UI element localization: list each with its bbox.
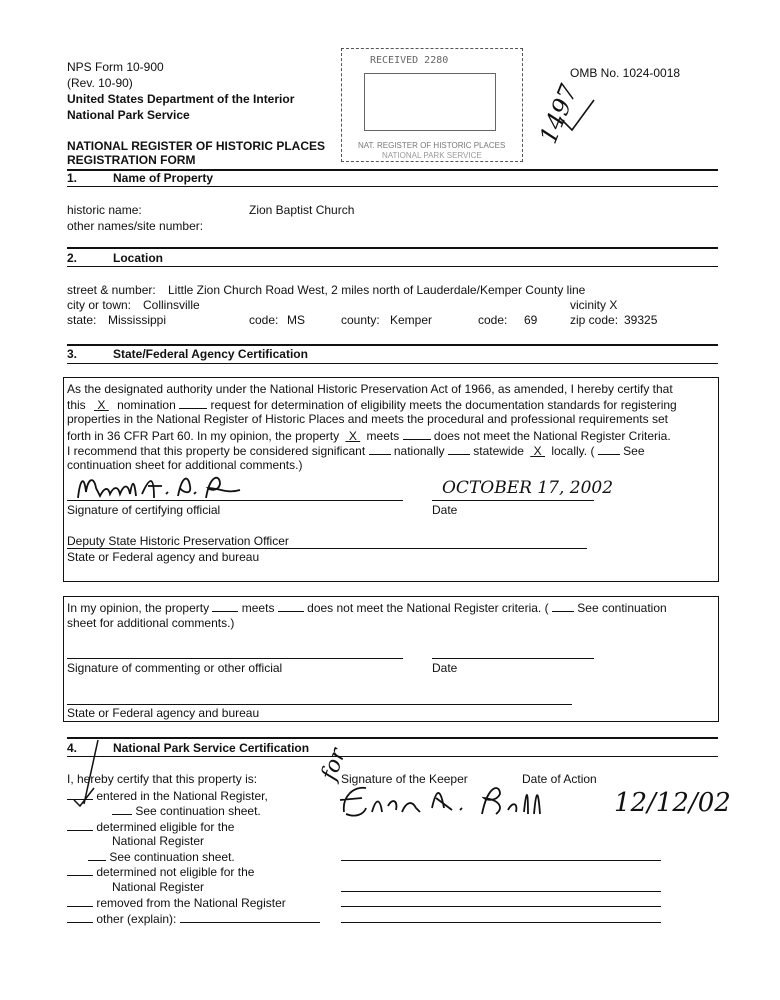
stamp-text-received: RECEIVED 2280: [370, 55, 449, 66]
date-of-action-label: Date of Action: [522, 772, 597, 786]
received-stamp: [341, 48, 523, 162]
removed-blank[interactable]: [67, 895, 93, 907]
eligible-register-label: National Register: [112, 834, 205, 848]
cert-meets: meets: [366, 429, 400, 443]
locally-mark[interactable]: X: [533, 444, 542, 458]
county-code-label: code:: [478, 313, 508, 327]
eligible-label: determined eligible for the: [96, 820, 235, 834]
cert-text-line2: [67, 397, 677, 412]
signature-certifying-label: Signature of certifying official: [67, 503, 221, 517]
cert-statewide: statewide: [473, 444, 524, 458]
opinion-property: In my opinion, the property: [67, 601, 210, 615]
meets-mark[interactable]: X: [348, 429, 357, 443]
county-label: county:: [341, 313, 380, 327]
commenting-date-line: [432, 658, 594, 659]
entered-continuation-label: See continuation sheet.: [135, 804, 261, 818]
not-eligible-blank[interactable]: [67, 864, 93, 876]
date-of-action-handwritten: 12/12/02: [614, 788, 731, 818]
removed-label: removed from the National Register: [96, 896, 286, 910]
stamp-text-service: NATIONAL PARK SERVICE: [382, 151, 482, 160]
street-value: Little Zion Church Road West, 2 miles north of Lauderdale/Kemper County line: [168, 283, 586, 297]
certification-date-line: [432, 500, 594, 501]
keeper-signature-line-2: [341, 860, 661, 861]
request-blank[interactable]: [179, 397, 207, 409]
certification-date-label: Date: [432, 503, 458, 517]
keeper-intro: I, hereby certify that this property is:: [67, 772, 258, 786]
not-eligible-register-label: National Register: [112, 880, 205, 894]
other-blank[interactable]: [67, 911, 93, 923]
keeper-option-removed: [67, 895, 286, 910]
statewide-blank[interactable]: [448, 443, 470, 455]
eligible-continuation-label: See continuation sheet.: [109, 850, 235, 864]
omb-number: OMB No. 1024-0018: [570, 66, 681, 80]
cert-locally: locally. (: [551, 444, 595, 458]
department-name: United States Department of the Interior: [67, 92, 295, 106]
stamp-inner-box: [364, 73, 496, 131]
section2-number: 2.: [67, 251, 78, 265]
cert-see: See: [623, 444, 645, 458]
keeper-signature-line-4: [341, 906, 661, 907]
section2-heading: Location: [113, 251, 163, 265]
opinion-line2: sheet for additional comments.): [67, 616, 235, 630]
certification-date-handwritten: OCTOBER 17, 2002: [442, 478, 614, 498]
historic-name-value: Zion Baptist Church: [249, 203, 355, 217]
opinion-see-continuation: See continuation: [577, 601, 667, 615]
cert-nationally: nationally: [393, 444, 445, 458]
cert-does-not-meet: does not meet the National Register Criteria.: [433, 429, 671, 443]
commenting-signature-label: Signature of commenting or other official: [67, 661, 283, 675]
certifying-signature-line: [67, 500, 403, 501]
zip-label: zip code:: [570, 313, 619, 327]
eligible-continuation-blank[interactable]: [88, 849, 106, 861]
nomination-mark[interactable]: X: [97, 398, 106, 412]
cert-forth: forth in 36 CFR Part 60. In my opinion, the property: [67, 429, 340, 443]
keeper-signature-line-5: [341, 922, 661, 923]
section3-heading: State/Federal Agency Certification: [113, 347, 308, 361]
does-not-meet-blank[interactable]: [403, 428, 431, 440]
stamp-text-register: NAT. REGISTER OF HISTORIC PLACES: [358, 141, 506, 150]
opinion-line1: [67, 600, 667, 615]
nationally-blank[interactable]: [369, 443, 391, 455]
opinion-meets-blank[interactable]: [212, 600, 238, 612]
keeper-signature: [336, 778, 556, 822]
section4-top-rule: [67, 737, 718, 739]
form-number: NPS Form 10-900: [67, 60, 164, 74]
opinion-does-not-meet: does not meet the National Register criteria. (: [307, 601, 549, 615]
keeper-option-not-eligible: [67, 864, 254, 879]
section4-heading: National Park Service Certification: [113, 741, 310, 755]
entered-blank[interactable]: [67, 788, 93, 800]
cert-text-line1: As the designated authority under the National Historic Preservation Act of 1966, as amended, I hereby certify that: [67, 382, 673, 396]
commenting-signature-line: [67, 658, 403, 659]
city-label: city or town:: [67, 298, 132, 312]
state-label: state:: [67, 313, 97, 327]
vicinity-value: vicinity X: [570, 298, 618, 312]
section1-number: 1.: [67, 171, 78, 185]
cert-text-line5: [67, 443, 645, 458]
entered-label: entered in the National Register,: [96, 789, 268, 803]
section3-number: 3.: [67, 347, 78, 361]
section4-number: 4.: [67, 741, 78, 755]
commenting-date-label: Date: [432, 661, 458, 675]
form-revision: (Rev. 10-90): [67, 76, 133, 90]
cert-recommend: I recommend that this property be considered significant: [67, 444, 366, 458]
commenting-agency-line: [67, 704, 572, 705]
other-names-label: other names/site number:: [67, 219, 204, 233]
keeper-option-entered-continuation: [112, 803, 261, 818]
state-value: Mississippi: [108, 313, 167, 327]
opinion-does-not-meet-blank[interactable]: [278, 600, 304, 612]
cert-text-line4: [67, 428, 671, 443]
section3-bottom-rule: [67, 363, 718, 364]
other-explain-line[interactable]: [180, 911, 320, 923]
keeper-signature-label: Signature of the Keeper: [341, 772, 468, 786]
section4-bottom-rule: [67, 756, 718, 757]
cert-text-line3: properties in the National Register of Historic Places and meets the procedural and professional requirements set: [67, 412, 668, 426]
agency-line: [67, 548, 587, 549]
agency-label: State or Federal agency and bureau: [67, 550, 260, 564]
not-eligible-label: determined not eligible for the: [96, 865, 255, 879]
other-label: other (explain):: [96, 912, 177, 926]
keeper-option-entered: [67, 788, 268, 803]
cert-nomination: nomination: [117, 398, 176, 412]
opinion-meets: meets: [241, 601, 275, 615]
cert-this: this: [67, 398, 86, 412]
historic-name-label: historic name:: [67, 203, 142, 217]
section2-bottom-rule: [67, 266, 718, 267]
certifying-official-signature: [70, 470, 280, 504]
state-code-value: MS: [287, 313, 305, 327]
see-continuation-blank[interactable]: [598, 443, 620, 455]
section3-top-rule: [67, 344, 718, 346]
official-title: Deputy State Historic Preservation Officer: [67, 534, 289, 548]
street-label: street & number:: [67, 283, 156, 297]
service-name: National Park Service: [67, 108, 190, 122]
cert-request-text: request for determination of eligibility meets the documentation standards for registering: [210, 398, 677, 412]
keeper-option-eligible: [67, 819, 234, 834]
commenting-agency-label: State or Federal agency and bureau: [67, 706, 260, 720]
form-title-line2: REGISTRATION FORM: [67, 153, 196, 167]
opinion-continuation-blank[interactable]: [552, 600, 574, 612]
cert-text-line6: continuation sheet for additional comments.): [67, 458, 303, 472]
section1-bottom-rule: [67, 186, 718, 187]
handwritten-check-mark: [558, 96, 598, 136]
form-title-line1: NATIONAL REGISTER OF HISTORIC PLACES: [67, 139, 326, 153]
state-code-label: code:: [249, 313, 279, 327]
section2-top-rule: [67, 247, 718, 249]
zip-value: 39325: [624, 313, 658, 327]
section1-heading: Name of Property: [113, 171, 214, 185]
keeper-option-other: [67, 911, 320, 926]
eligible-blank[interactable]: [67, 819, 93, 831]
county-value: Kemper: [390, 313, 433, 327]
handwritten-reference-number: 1497: [534, 80, 583, 148]
handwritten-for: for: [316, 745, 352, 784]
county-code-value: 69: [524, 313, 538, 327]
city-value: Collinsville: [143, 298, 200, 312]
entered-continuation-blank[interactable]: [112, 803, 132, 815]
keeper-signature-line-3: [341, 891, 661, 892]
keeper-option-eligible-continuation: [88, 849, 235, 864]
